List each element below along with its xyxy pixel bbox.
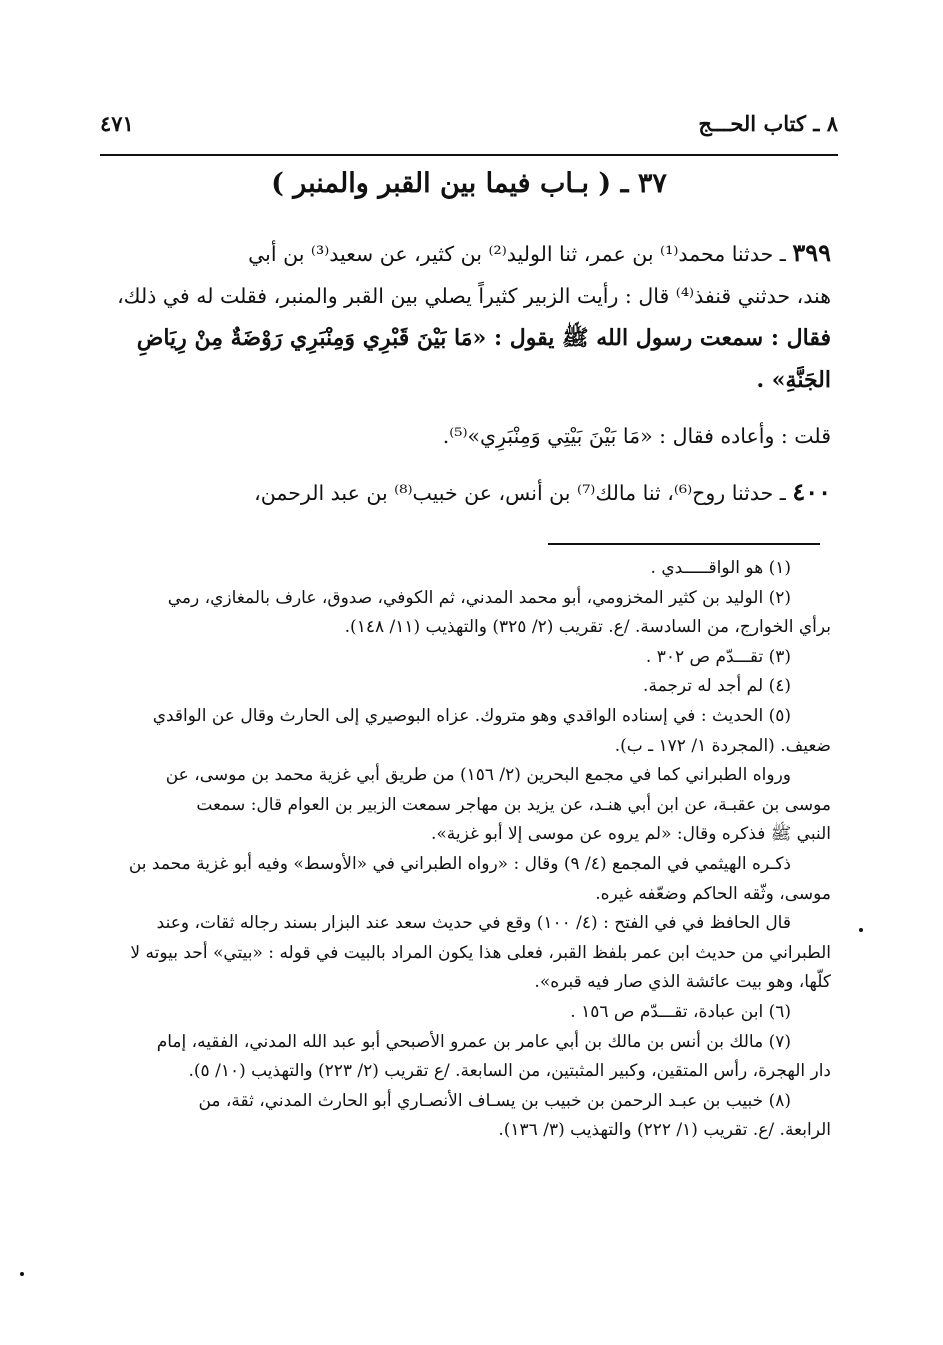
footnote-line: ورواه الطبراني كما في مجمع البحرين (٢/ ١٥٦) من طريق أبي غزية محمد بن موسى، عن [165, 765, 791, 786]
running-header [100, 98, 838, 148]
footnote-line: ضعيف. (المجردة ١/ ١٧٢ ـ ب). [614, 735, 831, 756]
footnote-line: (٦) ابن عبادة، تقـــدّم ص ١٥٦ . [570, 1001, 791, 1022]
main-text [110, 232, 831, 514]
hadith-399-line-4: الجَنَّةِ» . [756, 367, 831, 393]
footnote-line: (٥) الحديث : في إسناده الواقدي وهو متروك. عزاه البوصيري إلى الحارث وقال عن الواقدي [152, 705, 791, 726]
footnote-line: موسى، وثّقه الحاكم وضعّفه غيره. [595, 883, 831, 904]
footnote-line: دار الهجرة، رأس المتقين، وكبير المثبتين، من السابعة. /ع تقريب (٢/ ٢٢٣) والتهذيب (١٠/ ٥). [188, 1061, 831, 1082]
hadith-number: ٤٠٠ [792, 477, 831, 506]
hadith-399-line-3: فقال : سمعت رسول الله ﷺ يقول : «مَا بَيْنَ قَبْرِي وَمِنْبَرِي رَوْضَةٌ مِنْ رِيَاضِ [136, 325, 831, 351]
hadith-399-line-2: هند، حدثني قنفذ⁽⁴⁾ قال : رأيت الزبير كثيراً يصلي بين القبر والمنبر، فقلت له في ذلك، [117, 284, 831, 308]
footnote-line: (٣) تقـــدّم ص ٣٠٢ . [645, 646, 791, 667]
footnote-line: ذكـره الهيثمي في المجمع (٤/ ٩) وقال : «رواه الطبراني في «الأوسط» وفيه أبو غزية محمد بن [128, 853, 791, 874]
hadith-number: ٣٩٩ [792, 238, 831, 267]
header-rule [100, 154, 838, 156]
chapter-title: ٣٧ ـ ( بـاب فيما بين القبر والمنبر ) [271, 168, 667, 199]
hadith-400-line-1: ٤٠٠ ـ حدثنا روح⁽⁶⁾، ثنا مالك⁽⁷⁾ بن أنس، عن خبيب⁽⁸⁾ بن عبد الرحمن، [254, 477, 831, 506]
hadith-399-reply: قلت : وأعاده فقال : «مَا بَيْنَ بَيْتِي وَمِنْبَرِي»⁽⁵⁾. [442, 424, 831, 448]
footnote-line: (٢) الوليد بن كثير المخزومي، أبو محمد المدني، ثم الكوفي، صدوق، عارف بالمغازي، رمي [167, 587, 791, 608]
footnotes [110, 554, 831, 1146]
footnote-line: النبي ﷺ فذكره وقال: «لم يروه عن موسى إلا أبو غزية». [430, 824, 831, 845]
hadith-399-line-1: ٣٩٩ ـ حدثنا محمد⁽¹⁾ بن عمر، ثنا الوليد⁽²⁾ بن كثير، عن سعيد⁽³⁾ بن أبي [248, 238, 831, 267]
running-title: ٨ ـ كتاب الحـــج [698, 110, 838, 136]
footnote-line: برأي الخوارج، من السادسة. /ع. تقريب (٢/ ٣٢٥) والتهذيب (١١/ ١٤٨). [344, 617, 831, 638]
footnote-line: الطبراني من حديث ابن عمر بلفظ القبر، فعلى هذا يكون المراد بالبيت في قوله : «بيتي» أحد بيوته لا [130, 942, 831, 963]
footnote-line: (٧) مالك بن أنس بن مالك بن أبي عامر بن عمرو الأصبحي أبو عبد الله المدني، الفقيه، إمام [156, 1031, 791, 1052]
speck-mark [20, 1272, 24, 1276]
footnote-line: (٨) خبيب بن عبـد الرحمن بن خبيب بن يسـاف الأنصـاري أبو الحارث المدني، ثقة، من [198, 1090, 791, 1111]
speck-mark [859, 928, 863, 932]
footnote-line: قال الحافظ في في الفتح : (٤/ ١٠٠) وقع في حديث سعد عند البزار بسند رجاله ثقات، وعند [156, 913, 791, 934]
footnote-line: (٤) لم أجد له ترجمة. [643, 676, 791, 697]
footnote-separator [548, 543, 820, 545]
footnote-line: موسى بن عقبـة، عن ابن أبي هنـد، عن يزيد بن مهاجر سمعت الزبير بن العوام قال: سمعت [196, 794, 831, 815]
page-number: ٤٧١ [100, 110, 134, 136]
footnote-line: الرابعة. /ع. تقريب (١/ ٢٢٢) والتهذيب (٣/ ١٣٦). [498, 1120, 831, 1141]
footnote-line: (١) هو الواقـــــدي . [650, 558, 791, 578]
footnote-line: كلّها، وهو بيت عائشة الذي صار فيه قبره». [534, 972, 831, 993]
